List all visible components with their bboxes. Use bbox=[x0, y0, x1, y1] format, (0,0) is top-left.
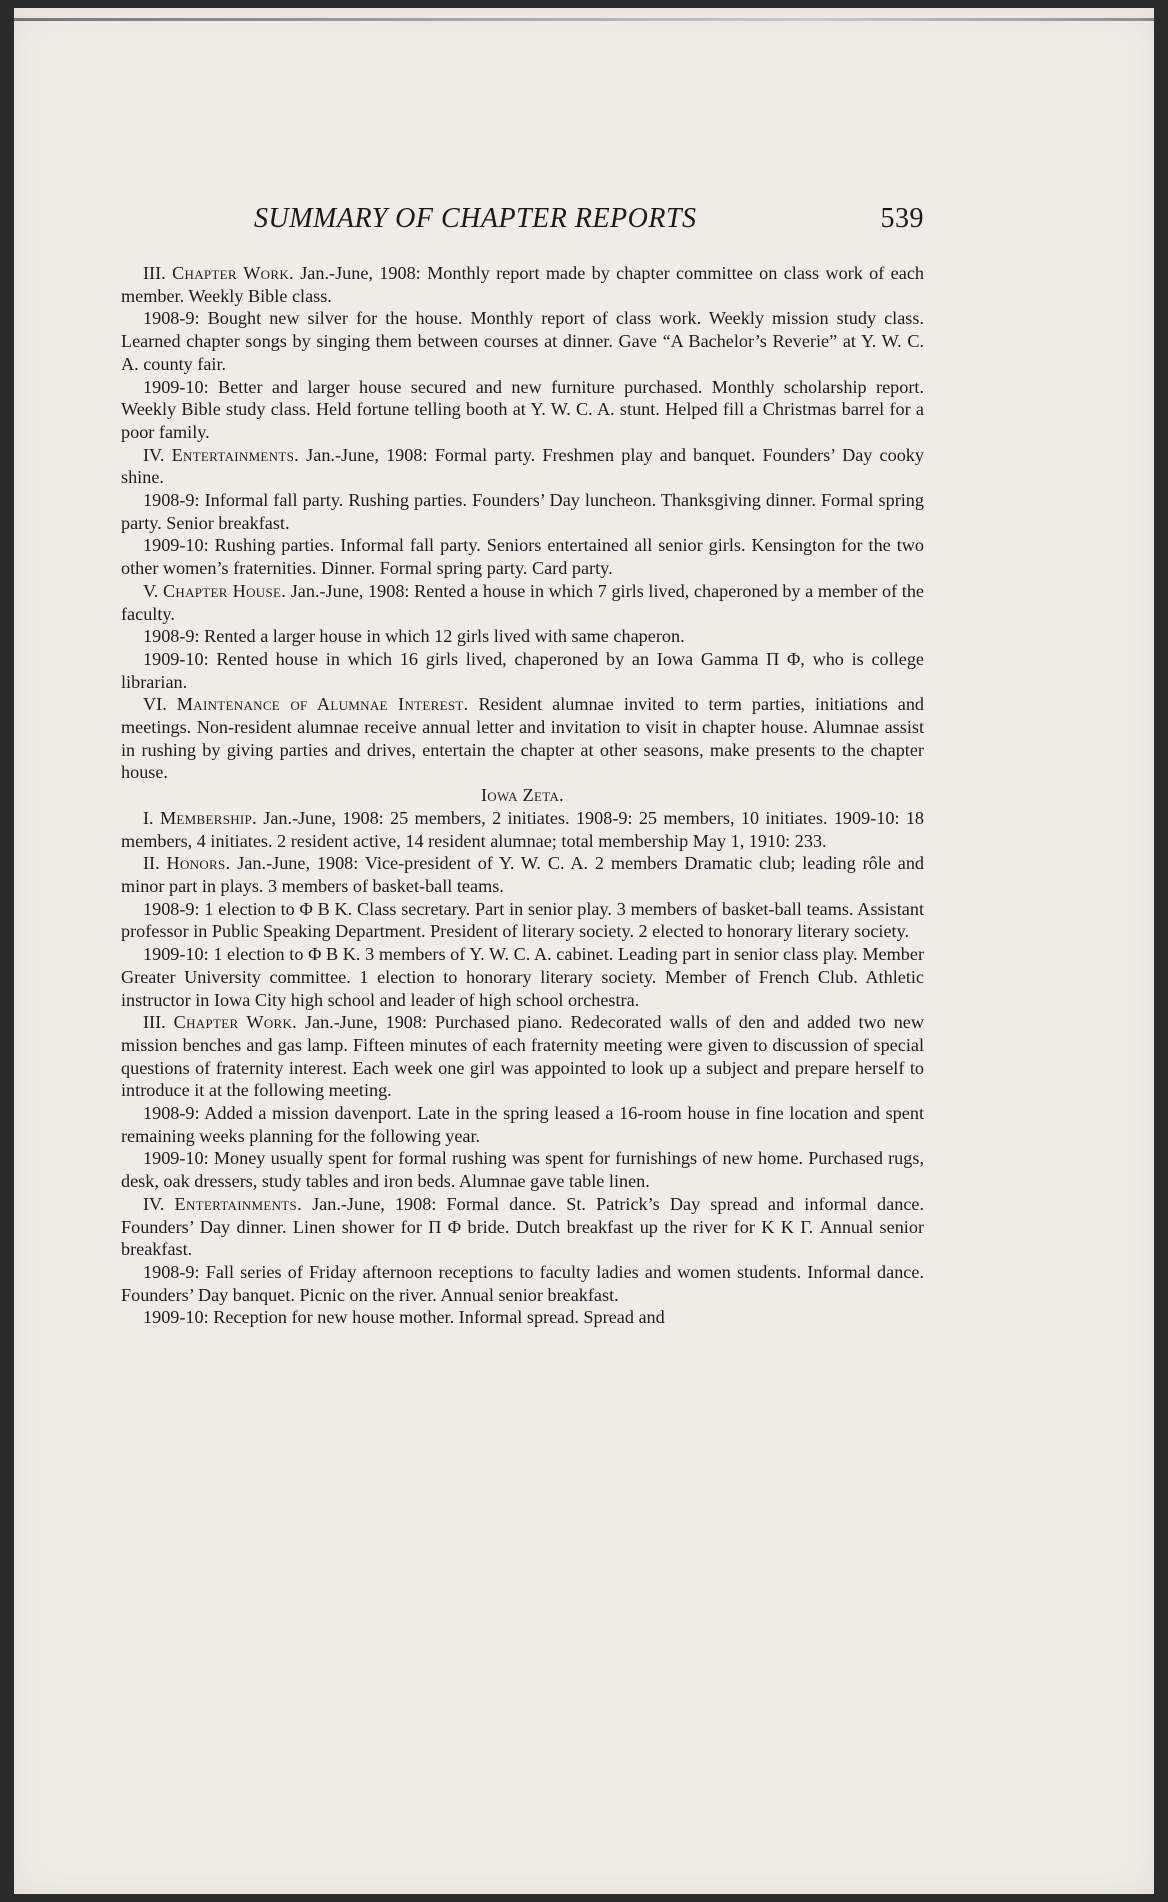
paragraph bbox=[121, 943, 924, 1011]
paragraph-text: 1909-10: Money usually spent for formal rushing was spent for furnishings of new home. Purchased rugs, desk, oak dressers, study tables and iron beds. Alumnae gave table linen. bbox=[121, 1148, 924, 1192]
paragraph-text: 1909-10: 1 election to Φ B K. 3 members of Y. W. C. A. cabinet. Leading part in senior class play. Member Greater University committee. 1 election to honorary literary society. Member of French Club. Athletic instructor in Iowa City high school and leader of high school orchestra. bbox=[121, 944, 924, 1010]
section-label: Chapter Work. bbox=[173, 1012, 298, 1033]
section-label: Chapter Work. bbox=[172, 263, 294, 283]
paragraph bbox=[121, 648, 924, 693]
paragraph bbox=[121, 852, 924, 897]
paragraph bbox=[121, 1306, 924, 1329]
section-heading bbox=[121, 784, 924, 807]
paragraph bbox=[121, 1261, 924, 1306]
running-header bbox=[254, 203, 924, 243]
paragraph-text: 1908-9: Bought new silver for the house. Monthly report of class work. Weekly mission study class. Learned chapter songs by singing them between courses at dinner. Gave “A Bachelor’s Reverie” at Y. W. C. A. county fair. bbox=[121, 308, 924, 374]
paragraph-text: Jan.-June, 1908: Purchased piano. Redecorated walls of den and added two new mission benches and gas lamp. Fifteen minutes of each fraternity meeting were given to discussion of special questions of fraternity interest. Each week one girl was appointed to look up a subject and prepare herself to introduce it at the following meeting. bbox=[121, 1012, 925, 1101]
section-number: IV. bbox=[143, 1193, 165, 1214]
section-heading-text: Iowa Zeta. bbox=[480, 785, 565, 806]
paragraph-text: 1909-10: Rented house in which 16 girls lived, chaperoned by an Iowa Gamma Π Φ, who is college librarian. bbox=[121, 648, 924, 692]
section-label: Honors. bbox=[166, 853, 231, 874]
paragraph-text: Jan.-June, 1908: Rented a house in which 7 girls lived, chaperoned by a member of the faculty. bbox=[121, 580, 924, 624]
paragraph-text: 1909-10: Reception for new house mother. Informal spread. Spread and bbox=[143, 1307, 665, 1328]
paragraph-text: Resident alumnae invited to term parties, initiations and meetings. Non-resident alumnae receive annual letter and invitation to visit in chapter house. Alumnae assist in rushing by giving parties and drives, entertain the chapter at other seasons, make presents to the chapter house. bbox=[121, 694, 925, 783]
paragraph bbox=[121, 444, 924, 489]
section-number: IV. bbox=[143, 444, 165, 465]
paragraph-text: Jan.-June, 1908: Vice-president of Y. W. C. A. 2 members Dramatic club; leading rôle and minor part in plays. 3 members of basket-ball teams. bbox=[121, 853, 925, 896]
book-page bbox=[14, 8, 1154, 1894]
paragraph-text: 1908-9: Fall series of Friday afternoon receptions to faculty ladies and women students. Informal dance. Founders’ Day banquet. Picnic on the river. Annual senior breakfast. bbox=[121, 1261, 924, 1305]
section-number: III. bbox=[143, 1012, 166, 1033]
paragraph bbox=[121, 489, 924, 534]
paragraph-text: Jan.-June, 1908: 25 members, 2 initiates. 1908-9: 25 members, 10 initiates. 1909-10: 18 members, 4 initiates. 2 resident active, 14 resident alumnae; total membership May 1, 1910: 233. bbox=[121, 807, 925, 851]
paragraph-text: 1908-9: Rented a larger house in which 12 girls lived with same chaperon. bbox=[143, 626, 685, 647]
paragraph bbox=[121, 898, 924, 943]
paragraph bbox=[121, 580, 924, 625]
section-label: Chapter House. bbox=[162, 580, 287, 601]
paragraph bbox=[121, 1193, 924, 1261]
paragraph bbox=[121, 1147, 924, 1192]
paragraph-text: 1909-10: Rushing parties. Informal fall party. Seniors entertained all senior girls. Kensington for the two other women’s fraternities. Dinner. Formal spring party. Card party. bbox=[121, 535, 924, 579]
page-title: SUMMARY OF CHAPTER REPORTS bbox=[254, 203, 697, 234]
section-label: Membership. bbox=[159, 807, 257, 828]
paragraph bbox=[121, 1011, 924, 1102]
paragraph bbox=[121, 1102, 924, 1147]
section-number: II. bbox=[143, 853, 160, 874]
page-number: 539 bbox=[880, 203, 924, 234]
paragraph-text: Jan.-June, 1908: Formal dance. St. Patrick’s Day spread and informal dance. Founders’ Day dinner. Linen shower for Π Φ bride. Dutch breakfast up the river for K K Γ. Annual senior breakfast. bbox=[121, 1193, 925, 1260]
paragraph bbox=[121, 376, 924, 444]
section-number: I. bbox=[143, 807, 154, 828]
paragraph-text: Jan.-June, 1908: Monthly report made by chapter committee on class work of each member. Weekly Bible class. bbox=[121, 263, 924, 306]
paragraph bbox=[121, 807, 924, 852]
body-text bbox=[121, 262, 924, 1329]
paragraph bbox=[121, 693, 924, 784]
paragraph bbox=[121, 625, 924, 648]
paragraph bbox=[121, 534, 924, 579]
paragraph bbox=[121, 262, 924, 307]
paragraph-text: 1908-9: 1 election to Φ B K. Class secretary. Part in senior play. 3 members of basket-ball teams. Assistant professor in Public Speaking Department. President of literary society. 2 elected to honorary literary society. bbox=[121, 898, 924, 942]
section-label: Entertainments. bbox=[174, 1193, 302, 1214]
section-number: III. bbox=[143, 263, 166, 283]
page-top-rule bbox=[14, 18, 1154, 21]
section-label: Entertainments. bbox=[171, 444, 299, 465]
section-number: VI. bbox=[143, 694, 167, 715]
paragraph-text: 1908-9: Added a mission davenport. Late in the spring leased a 16-room house in fine location and spent remaining weeks planning for the following year. bbox=[121, 1103, 924, 1146]
paragraph bbox=[121, 307, 924, 375]
paragraph-text: 1909-10: Better and larger house secured and new furniture purchased. Monthly scholarship report. Weekly Bible study class. Held fortune telling booth at Y. W. C. A. stunt. Helped fill a Christmas barrel for a poor family. bbox=[121, 376, 924, 442]
paragraph-text: Jan.-June, 1908: Formal party. Freshmen play and banquet. Founders’ Day cooky shine. bbox=[121, 444, 924, 488]
paragraph-text: 1908-9: Informal fall party. Rushing parties. Founders’ Day luncheon. Thanksgiving dinner. Formal spring party. Senior breakfast. bbox=[121, 490, 924, 533]
section-number: V. bbox=[143, 580, 159, 601]
section-label: Maintenance of Alumnae Interest. bbox=[176, 694, 469, 715]
